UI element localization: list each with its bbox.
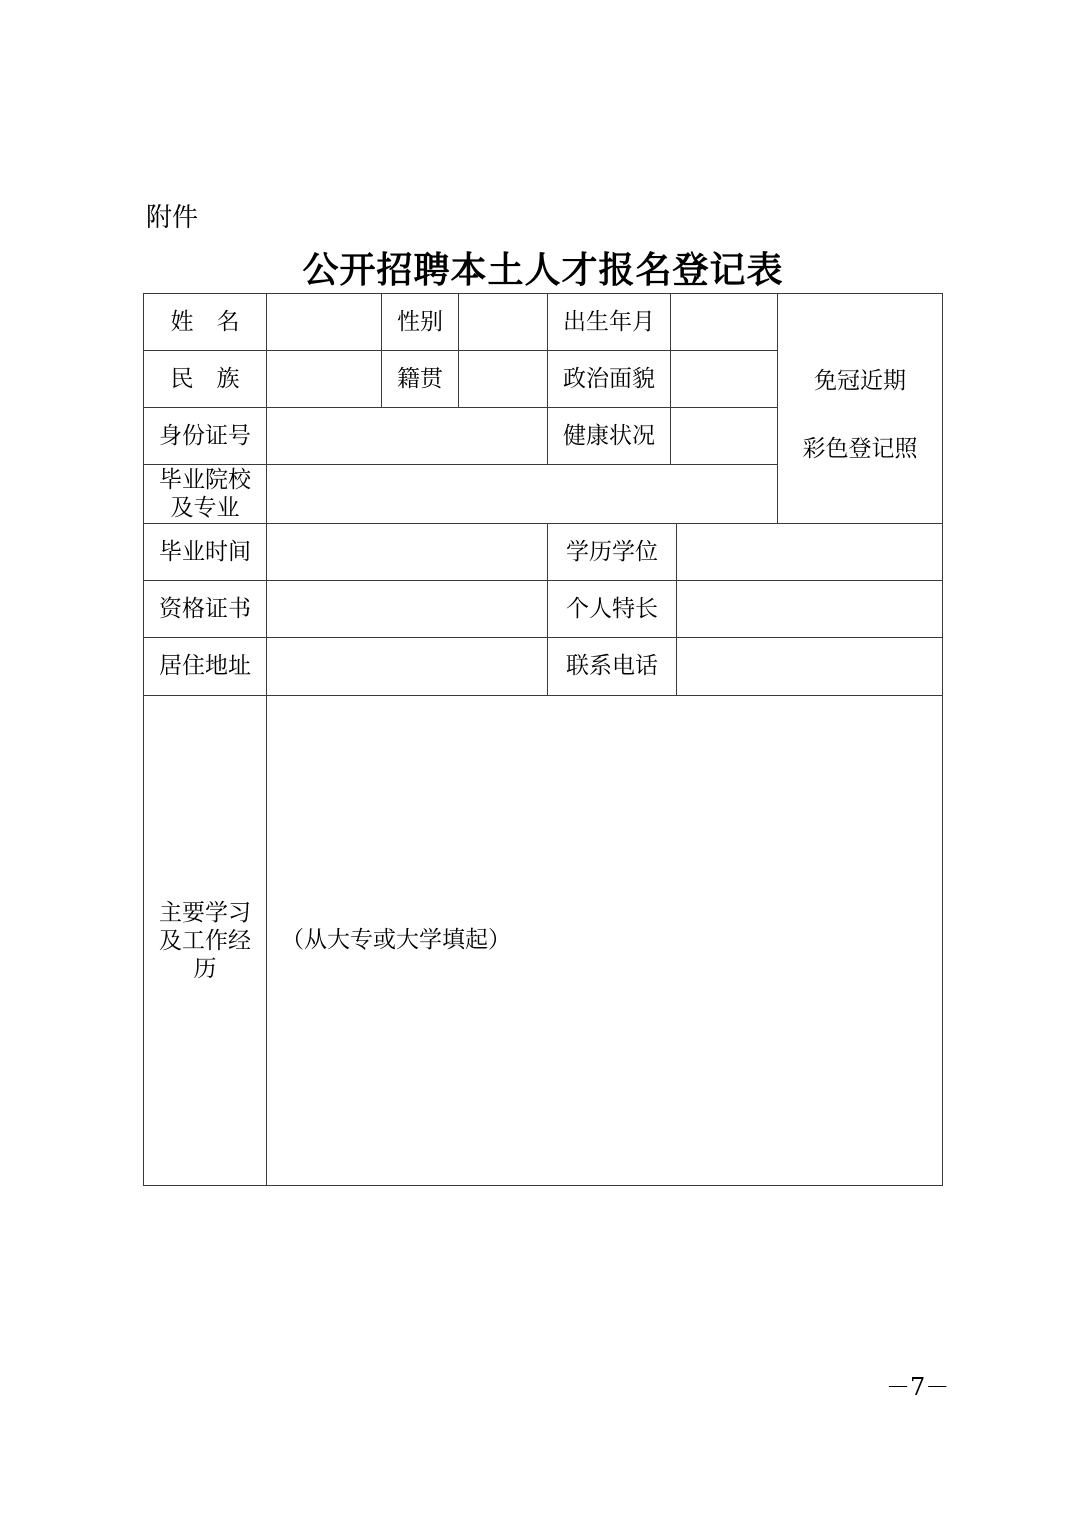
native-place-label: 籍贯 xyxy=(382,351,459,408)
id-number-label: 身份证号 xyxy=(144,408,267,465)
phone-field[interactable] xyxy=(677,638,943,696)
id-number-field[interactable] xyxy=(267,408,548,465)
native-place-field[interactable] xyxy=(459,351,548,408)
specialty-label: 个人特长 xyxy=(548,581,677,638)
gender-field[interactable] xyxy=(459,294,548,351)
ethnicity-field[interactable] xyxy=(267,351,382,408)
school-major-field[interactable] xyxy=(267,465,778,524)
attachment-label: 附件 xyxy=(146,203,199,233)
history-label-text: 主要学习及工作经历 xyxy=(159,899,251,982)
photo-instruction-line2: 彩色登记照 xyxy=(802,435,918,462)
health-field[interactable] xyxy=(671,408,778,465)
political-status-label: 政治面貌 xyxy=(548,351,671,408)
history-label xyxy=(144,696,267,1186)
school-major-label xyxy=(144,465,267,524)
degree-field[interactable] xyxy=(677,524,943,581)
photo-box[interactable] xyxy=(778,294,943,524)
school-major-label-text: 毕业院校及专业 xyxy=(159,467,251,521)
history-field[interactable] xyxy=(267,696,943,1186)
health-label: 健康状况 xyxy=(548,408,671,465)
political-status-field[interactable] xyxy=(671,351,778,408)
gender-label: 性别 xyxy=(382,294,459,351)
birth-field[interactable] xyxy=(671,294,778,351)
grad-time-field[interactable] xyxy=(267,524,548,581)
specialty-field[interactable] xyxy=(677,581,943,638)
address-field[interactable] xyxy=(267,638,548,696)
certificate-label: 资格证书 xyxy=(144,581,267,638)
degree-label: 学历学位 xyxy=(548,524,677,581)
phone-label: 联系电话 xyxy=(548,638,677,696)
name-label: 姓 名 xyxy=(144,294,267,351)
page-number: －7－ xyxy=(886,1373,950,1401)
form-title: 公开招聘本土人才报名登记表 xyxy=(302,249,784,291)
history-hint: （从大专或大学填起） xyxy=(281,927,511,953)
address-label: 居住地址 xyxy=(144,638,267,696)
ethnicity-label: 民 族 xyxy=(144,351,267,408)
name-field[interactable] xyxy=(267,294,382,351)
photo-instruction-line1: 免冠近期 xyxy=(814,367,906,394)
birth-label: 出生年月 xyxy=(548,294,671,351)
certificate-field[interactable] xyxy=(267,581,548,638)
registration-form-table xyxy=(143,293,943,1186)
grad-time-label: 毕业时间 xyxy=(144,524,267,581)
